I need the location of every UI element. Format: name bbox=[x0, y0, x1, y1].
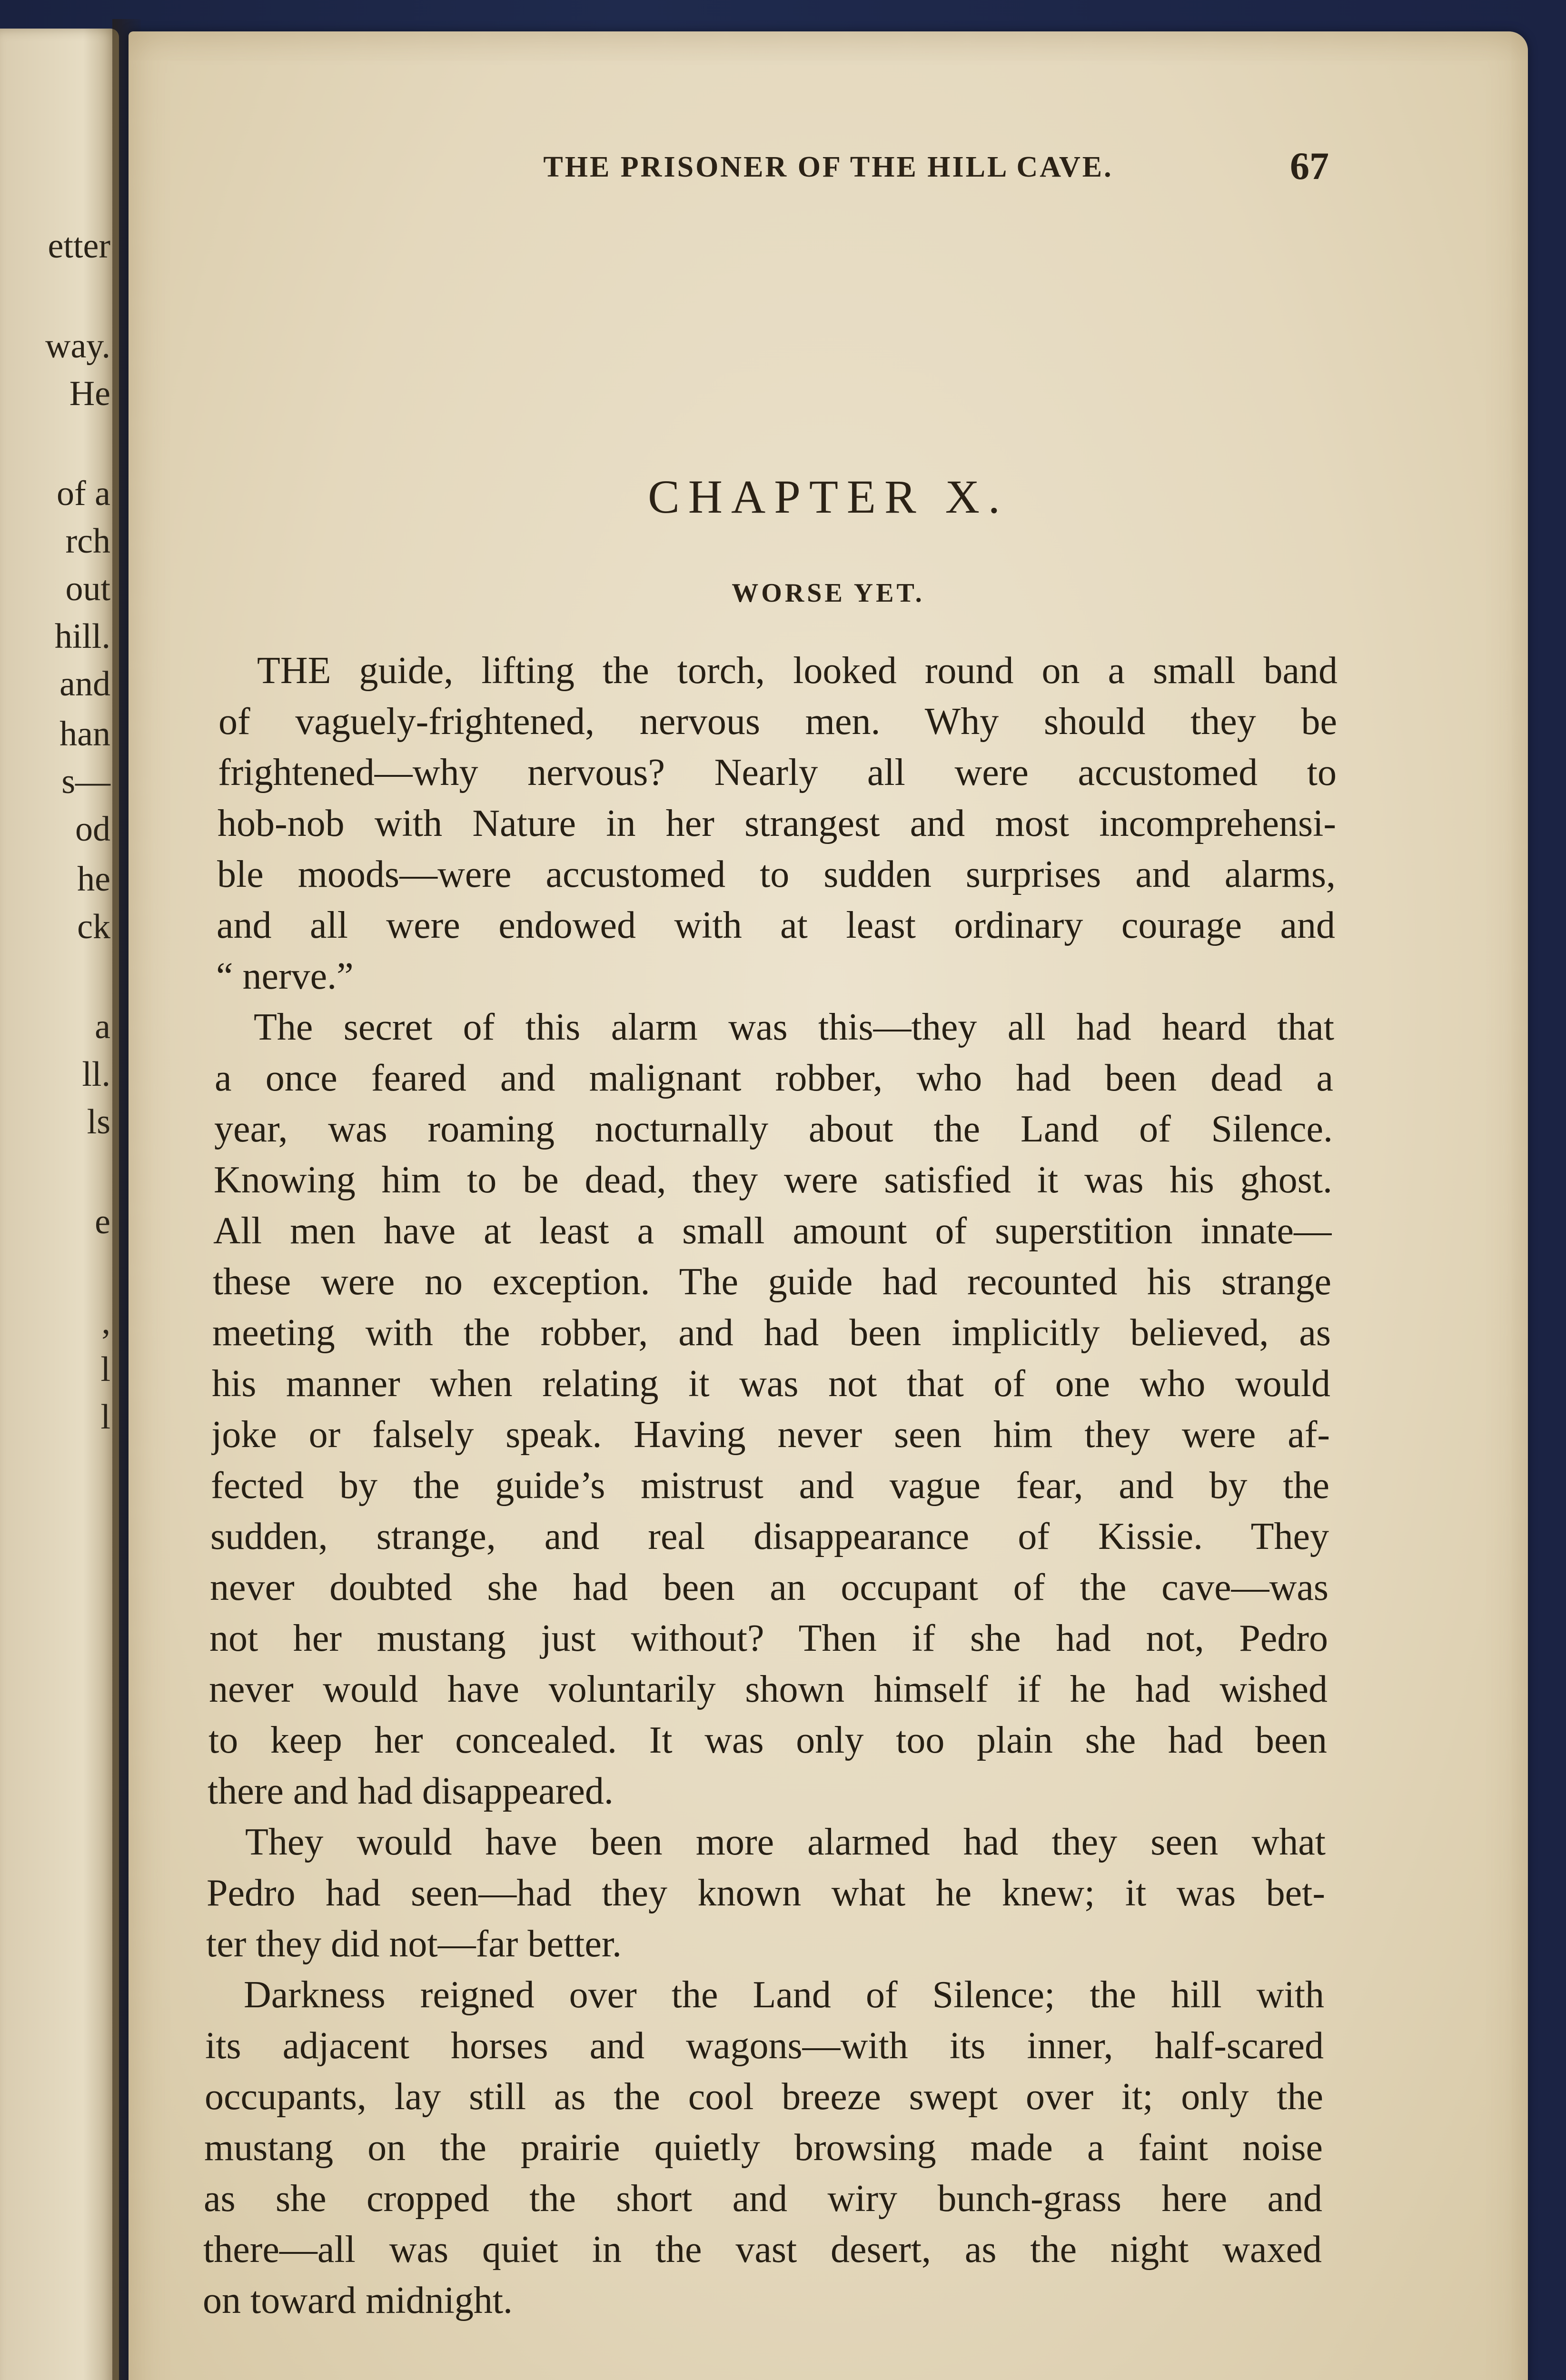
text-line: these were no exception. The guide had recounted his strange bbox=[213, 1261, 1331, 1303]
text-line: Darkness reigned over the Land of Silence; the hill with bbox=[244, 1974, 1324, 2016]
chapter-title: CHAPTER X. bbox=[648, 470, 1009, 523]
previous-page-edge bbox=[0, 29, 119, 2380]
previous-page-text-fragment: out bbox=[65, 569, 110, 608]
page-number: 67 bbox=[1290, 144, 1329, 188]
previous-page-text-fragment: s— bbox=[61, 762, 110, 801]
text-line: as she cropped the short and wiry bunch-grass here and bbox=[204, 2178, 1322, 2220]
previous-page-text-fragment: ll. bbox=[82, 1055, 110, 1094]
previous-page-text-fragment: He bbox=[69, 374, 110, 413]
previous-page-text-fragment: od bbox=[75, 810, 110, 849]
previous-page-text-fragment: hill. bbox=[54, 617, 110, 656]
previous-page-text-fragment: he bbox=[77, 860, 110, 899]
previous-page-text-fragment: of a bbox=[57, 474, 110, 513]
previous-page-text-fragment: etter bbox=[48, 227, 110, 266]
text-line: THE guide, lifting the torch, looked round on a small band bbox=[257, 650, 1338, 692]
running-head: THE PRISONER OF THE HILL CAVE. bbox=[543, 151, 1113, 183]
previous-page-text-fragment: l bbox=[100, 1398, 110, 1437]
text-line: They would have been more alarmed had they seen what bbox=[245, 1821, 1326, 1863]
text-line: mustang on the prairie quietly browsing made a faint noise bbox=[204, 2127, 1323, 2169]
text-line: never would have voluntarily shown himself if he had wished bbox=[209, 1668, 1328, 1710]
previous-page-text-fragment: rch bbox=[65, 522, 110, 561]
previous-page-text-fragment: l bbox=[100, 1350, 110, 1389]
text-line: occupants, lay still as the cool breeze swept over it; only the bbox=[205, 2076, 1323, 2118]
text-line: a once feared and malignant robber, who had been dead a bbox=[215, 1057, 1333, 1099]
previous-page-text-fragment: a bbox=[95, 1007, 110, 1046]
text-line: to keep her concealed. It was only too plain she had been bbox=[208, 1719, 1327, 1761]
text-line: “ nerve.” bbox=[216, 955, 354, 997]
previous-page-text-fragment: ls bbox=[87, 1102, 110, 1141]
text-line: ter they did not—far better. bbox=[206, 1923, 622, 1965]
text-line: Knowing him to be dead, they were satisfied it was his ghost. bbox=[214, 1159, 1332, 1201]
text-line: All men have at least a small amount of superstition innate— bbox=[213, 1210, 1332, 1252]
text-line: joke or falsely speak. Having never seen him they were af- bbox=[211, 1414, 1330, 1456]
text-line: frightened—why nervous? Nearly all were accustomed to bbox=[218, 752, 1337, 793]
previous-page-text-fragment: han bbox=[59, 714, 110, 754]
text-line: there and had disappeared. bbox=[208, 1770, 614, 1812]
text-line: its adjacent horses and wagons—with its inner, half-scared bbox=[205, 2025, 1324, 2067]
book-page bbox=[129, 31, 1528, 2380]
previous-page-text-fragment: , bbox=[101, 1302, 110, 1341]
text-line: and all were endowed with at least ordinary courage and bbox=[217, 904, 1335, 946]
text-line: his manner when relating it was not that of one who would bbox=[212, 1363, 1330, 1405]
text-line: of vaguely-frightened, nervous men. Why should they be bbox=[218, 701, 1337, 743]
previous-page-text-fragment: e bbox=[95, 1202, 110, 1241]
text-line: meeting with the robber, and had been implicitly believed, as bbox=[212, 1312, 1331, 1354]
text-line: on toward midnight. bbox=[203, 2280, 513, 2321]
previous-page-text-fragment: way. bbox=[45, 327, 110, 366]
text-line: year, was roaming nocturnally about the Land of Silence. bbox=[214, 1108, 1333, 1150]
text-line: fected by the guide’s mistrust and vague fear, and by the bbox=[211, 1465, 1329, 1507]
text-line: ble moods—were accustomed to sudden surprises and alarms, bbox=[217, 853, 1336, 895]
text-line: The secret of this alarm was this—they all had heard that bbox=[254, 1006, 1334, 1048]
previous-page-text-fragment: ck bbox=[77, 907, 110, 946]
text-line: sudden, strange, and real disappearance of Kissie. They bbox=[210, 1516, 1329, 1557]
chapter-subtitle: WORSE YET. bbox=[732, 578, 925, 608]
text-line: Pedro had seen—had they known what he knew; it was bet- bbox=[207, 1872, 1325, 1914]
text-line: not her mustang just without? Then if she had not, Pedro bbox=[209, 1617, 1328, 1659]
text-line: never doubted she had been an occupant of the cave—was bbox=[210, 1567, 1328, 1608]
text-line: hob-nob with Nature in her strangest and most incomprehensi- bbox=[218, 803, 1336, 844]
text-line: there—all was quiet in the vast desert, as the night waxed bbox=[203, 2229, 1322, 2271]
previous-page-text-fragment: and bbox=[59, 664, 110, 704]
